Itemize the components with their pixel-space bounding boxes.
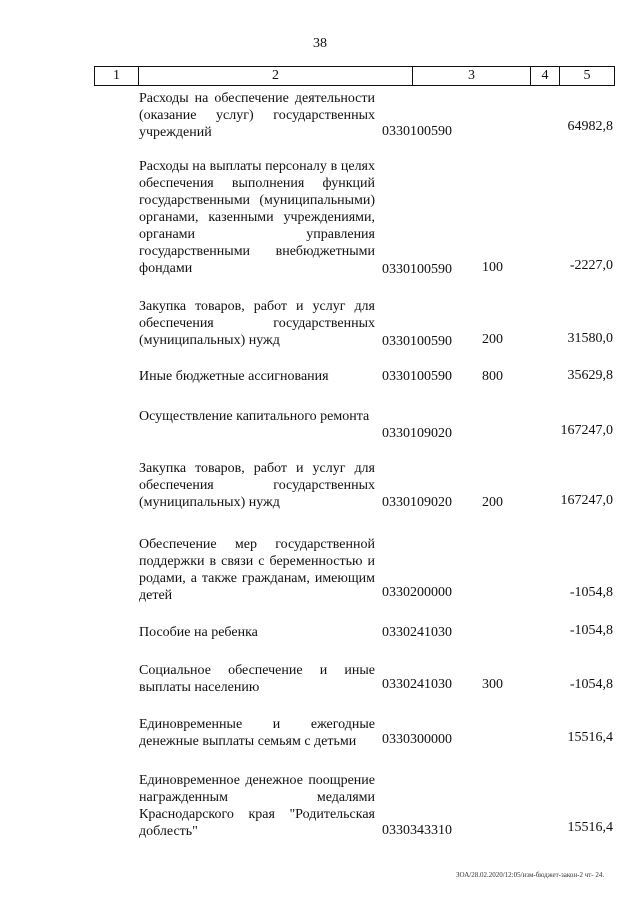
row-description: Закупка товаров, работ и услуг для обеспечения государственных (муниципальных) нужд [139, 461, 375, 510]
row-code: 0330109020 [382, 426, 452, 441]
row-sum: 167247,0 [560, 423, 613, 438]
row-description: Закупка товаров, работ и услуг для обеспечения государственных (муниципальных) нужд [139, 299, 375, 348]
row-sum: -1054,8 [569, 677, 613, 692]
row-code: 0330200000 [382, 585, 452, 600]
row-code: 0330100590 [382, 262, 452, 277]
row-description: Расходы на выплаты персоналу в целях обеспечения выполнения функций государственными (муниципальными) органами, казенными учреждениями, органами управления государственными внебюджетными фондами [139, 159, 375, 276]
row-code: 0330300000 [382, 732, 452, 747]
page-number: 38 [313, 36, 327, 51]
row-kind: 300 [482, 677, 503, 692]
row-code: 0330241030 [382, 625, 452, 640]
row-description: Пособие на ребенка [139, 625, 258, 640]
row-kind: 200 [482, 332, 503, 347]
row-kind: 200 [482, 495, 503, 510]
column-header-5: 5 [583, 68, 591, 83]
column-header-1: 1 [95, 67, 139, 85]
row-sum: 64982,8 [567, 119, 613, 134]
row-description: Единовременные и ежегодные денежные выплаты семьям с детьми [139, 717, 375, 749]
row-sum: 31580,0 [567, 331, 613, 346]
footer-stamp: ЗОА/28.02.2020/12:05/изм-бюджет-закон-2 чт- 24. [456, 871, 605, 879]
row-code: 0330241030 [382, 677, 452, 692]
row-sum: -1054,8 [569, 623, 613, 638]
row-description: Осуществление капитального ремонта [139, 409, 370, 424]
column-header-3: 3 [413, 67, 531, 85]
row-sum: -1054,8 [569, 585, 613, 600]
column-header-4: 4 [531, 67, 560, 85]
row-sum: 167247,0 [560, 493, 613, 508]
row-description: Обеспечение мер государственной поддержки в связи с беременностью и родами, а также гражданам, имеющим детей [139, 537, 375, 603]
row-code: 0330343310 [382, 823, 452, 838]
table-header [94, 66, 615, 86]
row-sum: -2227,0 [569, 258, 613, 273]
row-code: 0330100590 [382, 369, 452, 384]
row-code: 0330100590 [382, 334, 452, 349]
row-code: 0330109020 [382, 495, 452, 510]
row-description: Иные бюджетные ассигнования [139, 369, 329, 384]
row-sum: 15516,4 [567, 820, 613, 835]
row-kind: 100 [482, 260, 503, 275]
row-sum: 35629,8 [567, 368, 613, 383]
row-kind: 800 [482, 369, 503, 384]
row-code: 0330100590 [382, 124, 452, 139]
row-description: Расходы на обеспечение деятельности (оказание услуг) государственных учреждений [139, 91, 375, 140]
column-header-2: 2 [139, 67, 413, 85]
row-description: Социальное обеспечение и иные выплаты населению [139, 663, 375, 695]
row-description: Единовременное денежное поощрение награжденным медалями Краснодарского края "Родительская доблесть" [139, 773, 375, 839]
row-sum: 15516,4 [567, 730, 613, 745]
